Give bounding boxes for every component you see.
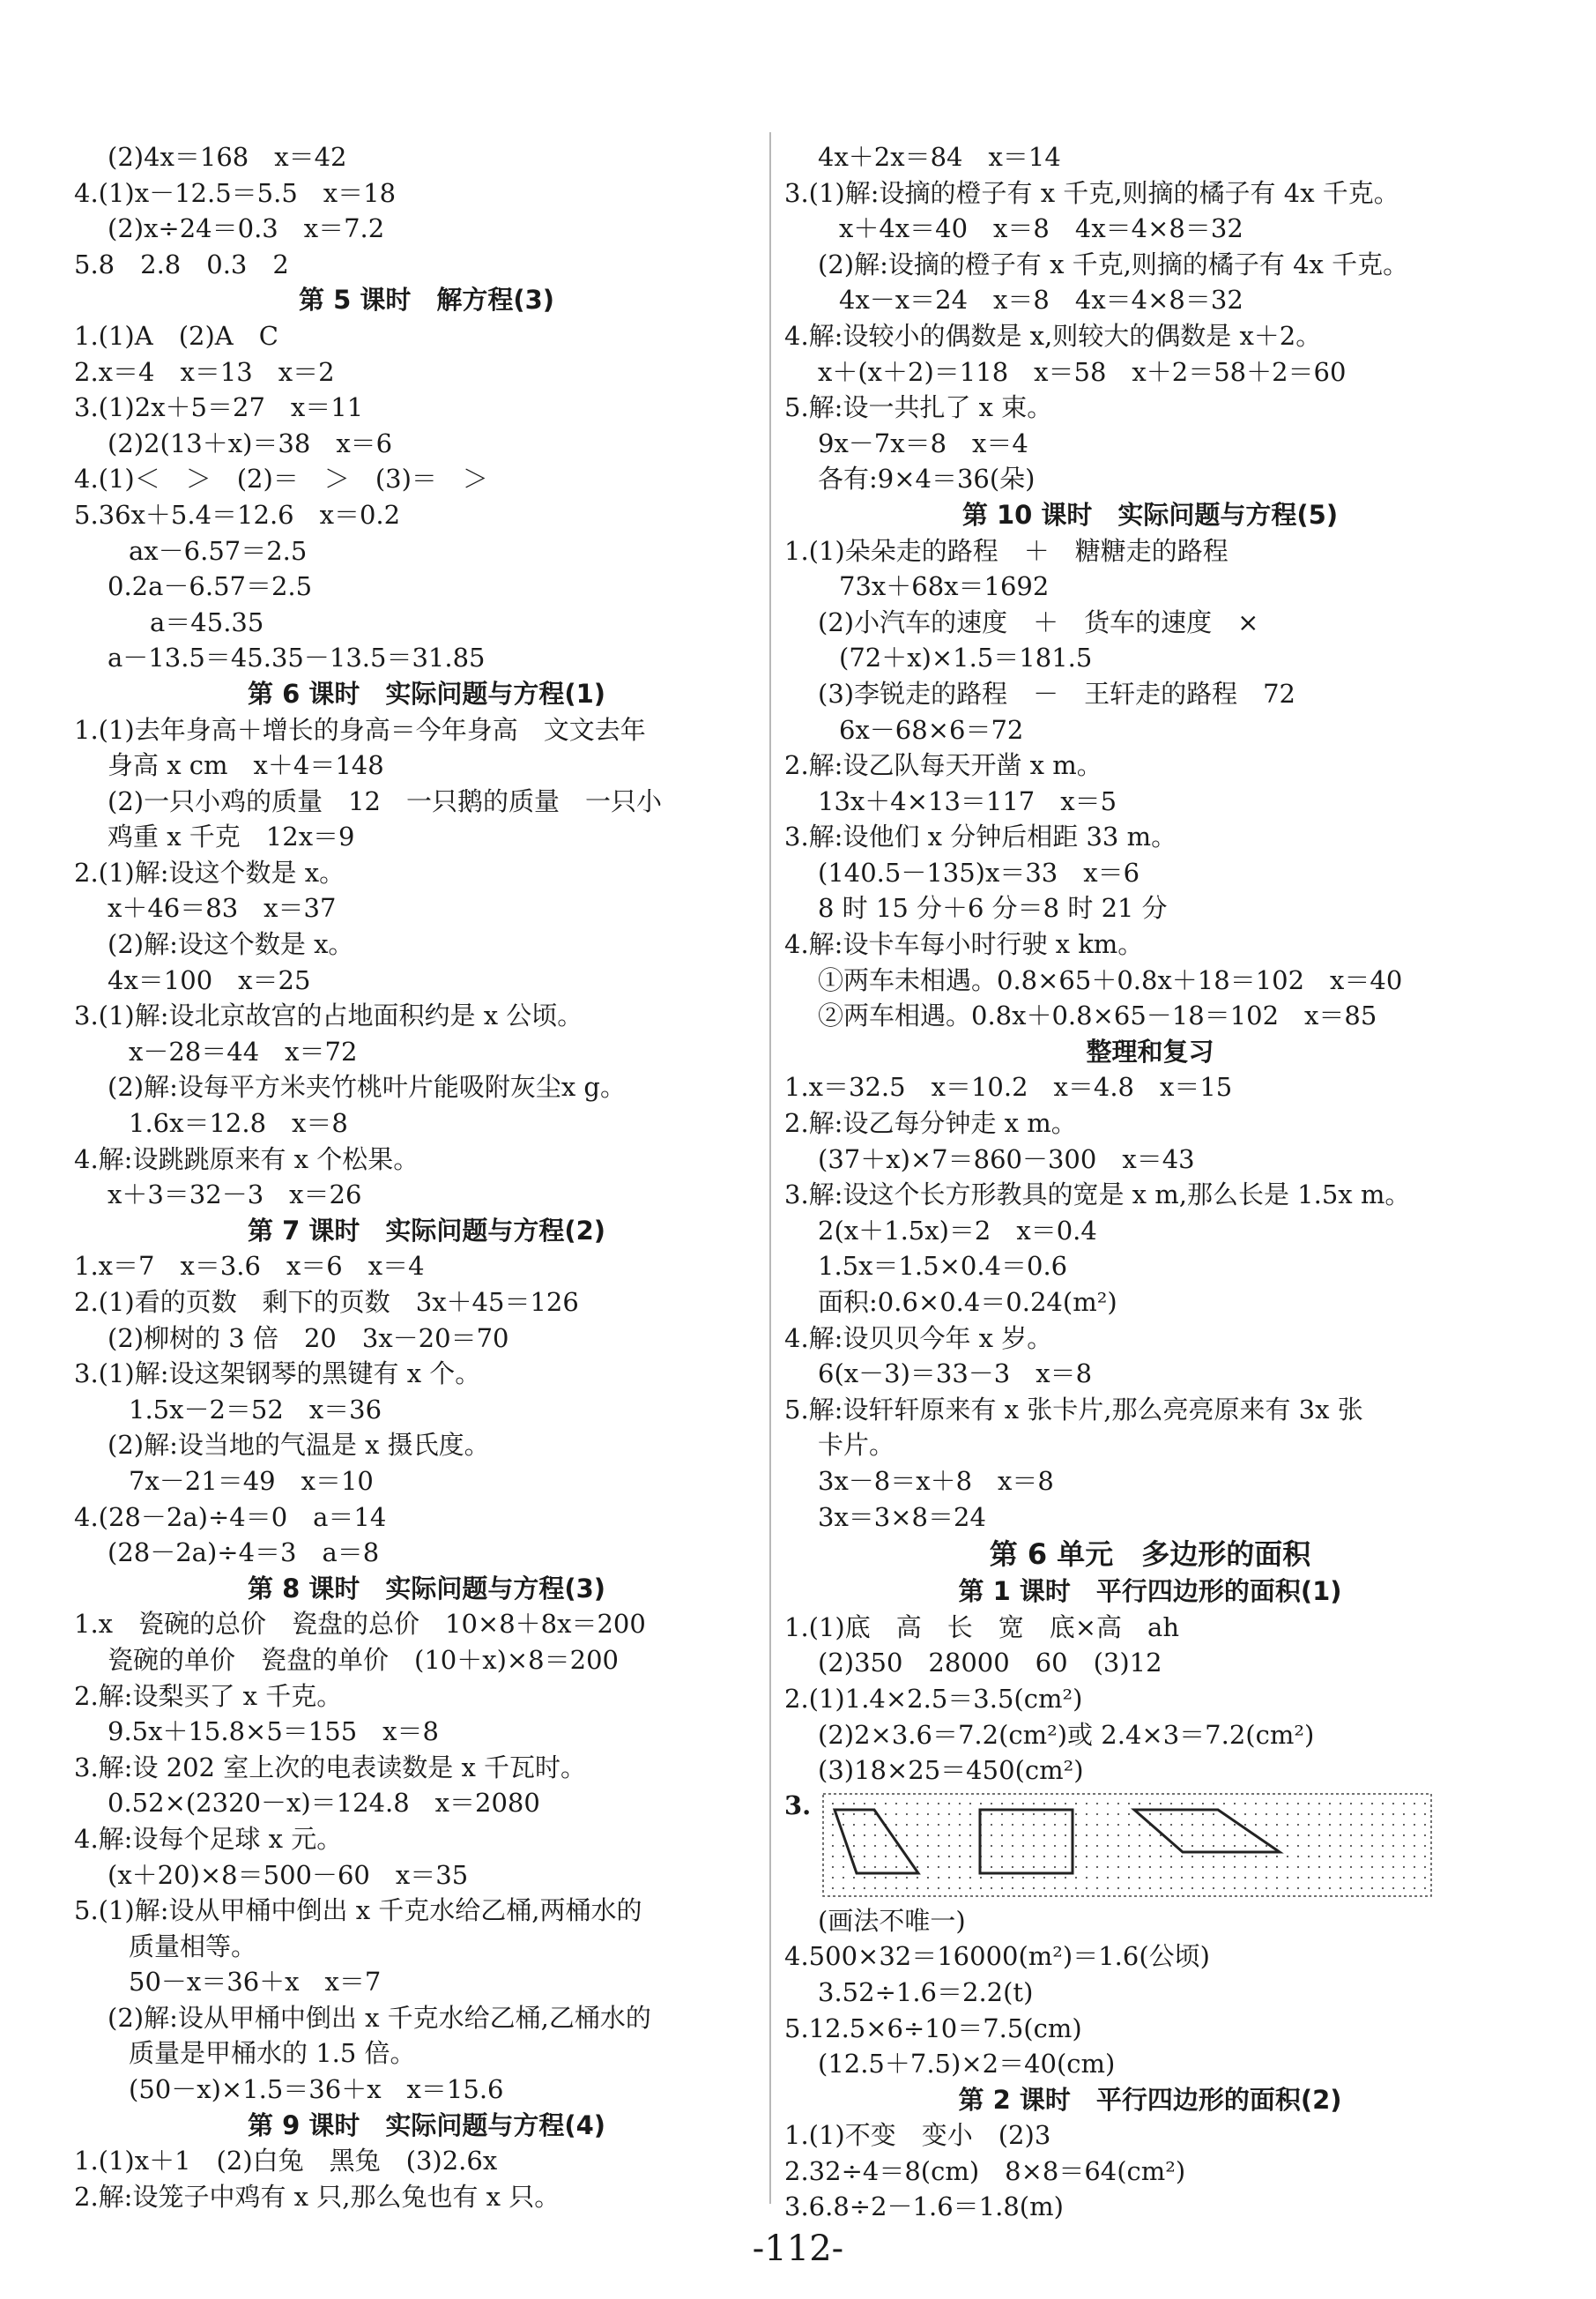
answer-line: 1.(1)底 高 长 宽 底×高 ah bbox=[784, 1611, 1180, 1642]
answer-line: (2)解:设这个数是 x。 bbox=[108, 929, 354, 960]
answer-line: 质量是甲桶水的 1.5 倍。 bbox=[129, 2038, 416, 2069]
answer-line: 9.5x＋15.8×5＝155 x＝8 bbox=[108, 1716, 439, 1747]
answer-line: 0.52×(2320－x)＝124.8 x＝2080 bbox=[108, 1788, 540, 1819]
answer-line: (3)李锐走的路程 － 王轩走的路程 72 bbox=[818, 678, 1295, 709]
answer-line: 13x＋4×13＝117 x＝5 bbox=[818, 785, 1117, 816]
answer-line: 2(x＋1.5x)＝2 x＝0.4 bbox=[818, 1215, 1097, 1246]
answer-line: 5.8 2.8 0.3 2 bbox=[74, 249, 289, 279]
answer-line: 2.解:设笼子中鸡有 x 只,那么兔也有 x 只。 bbox=[74, 2181, 560, 2212]
answer-line: 2.(1)看的页数 剩下的页数 3x＋45＝126 bbox=[74, 1287, 579, 1317]
answer-line: 4.(1)＜ ＞ (2)＝ ＞ (3)＝ ＞ bbox=[74, 464, 488, 495]
section-heading: 第 10 课时 实际问题与方程(5) bbox=[961, 499, 1339, 530]
answer-line: 4x＋2x＝84 x＝14 bbox=[818, 142, 1061, 172]
answer-line: (2)柳树的 3 倍 20 3x－20＝70 bbox=[108, 1322, 509, 1353]
answer-line: (12.5＋7.5)×2＝40(cm) bbox=[818, 2049, 1116, 2080]
answer-line: (画法不唯一) bbox=[818, 1905, 966, 1936]
answer-line: 1.5x－2＝52 x＝36 bbox=[129, 1394, 382, 1425]
answer-line: (140.5－135)x＝33 x＝6 bbox=[818, 857, 1140, 888]
answer-line: 5.(1)解:设从甲桶中倒出 x 千克水给乙桶,两桶水的 bbox=[74, 1895, 642, 1926]
answer-line: x＋3＝32－3 x＝26 bbox=[108, 1179, 362, 1210]
answer-line: 0.2a－6.57＝2.5 bbox=[108, 571, 313, 602]
answer-line: 3.解:设 202 室上次的电表读数是 x 千瓦时。 bbox=[74, 1752, 587, 1782]
dotted-grid bbox=[823, 1794, 1431, 1896]
answer-line: 5.解:设轩轩原来有 x 张卡片,那么亮亮原来有 3x 张 bbox=[784, 1394, 1363, 1425]
answer-line: 5.36x＋5.4＝12.6 x＝0.2 bbox=[74, 499, 401, 530]
answer-line: (2)解:设从甲桶中倒出 x 千克水给乙桶,乙桶水的 bbox=[108, 2002, 651, 2033]
answer-line: x＋46＝83 x＝37 bbox=[108, 893, 337, 924]
answer-line: (50－x)×1.5＝36＋x x＝15.6 bbox=[129, 2074, 504, 2105]
answer-line: 2.(1)解:设这个数是 x。 bbox=[74, 857, 345, 888]
answer-line: 6(x－3)＝33－3 x＝8 bbox=[818, 1358, 1093, 1389]
answer-line: 1.x＝7 x＝3.6 x＝6 x＝4 bbox=[74, 1251, 425, 1282]
answer-line: 卡片。 bbox=[818, 1430, 895, 1461]
answer-line: 5.12.5×6÷10＝7.5(cm) bbox=[784, 2013, 1082, 2043]
answer-line: 1.(1)x＋1 (2)白兔 黑兔 (3)2.6x bbox=[74, 2146, 498, 2176]
answer-line: 5.解:设一共扎了 x 束。 bbox=[784, 392, 1053, 423]
answer-line: 7x－21＝49 x＝10 bbox=[129, 1465, 374, 1496]
answer-line: (72＋x)×1.5＝181.5 bbox=[839, 643, 1093, 673]
answer-line: 4.解:设贝贝今年 x 岁。 bbox=[784, 1322, 1053, 1353]
section-heading: 第 8 课时 实际问题与方程(3) bbox=[247, 1573, 606, 1603]
answer-line: 1.(1)不变 变小 (2)3 bbox=[784, 2120, 1051, 2151]
right-column-section-b bbox=[784, 1574, 1516, 1789]
page-number: -112- bbox=[752, 2228, 844, 2269]
right-column-section-a bbox=[784, 139, 1516, 1535]
section-heading: 第 7 课时 实际问题与方程(2) bbox=[247, 1215, 606, 1246]
answer-line: 3x＝3×8＝24 bbox=[818, 1501, 986, 1532]
answer-line: 73x＋68x＝1692 bbox=[839, 571, 1050, 602]
answer-line: 1.(1)A (2)A C bbox=[74, 320, 278, 351]
answer-line: (2)4x＝168 x＝42 bbox=[108, 142, 347, 172]
section-heading: 第 6 课时 实际问题与方程(1) bbox=[247, 678, 606, 709]
answer-line: ax－6.57＝2.5 bbox=[129, 535, 308, 566]
answer-line: 3.(1)解:设这架钢琴的黑键有 x 个。 bbox=[74, 1358, 481, 1389]
answer-line: (2)350 28000 60 (3)12 bbox=[818, 1648, 1162, 1678]
answer-line: x＋4x＝40 x＝8 4x＝4×8＝32 bbox=[839, 213, 1243, 244]
answer-line: 3.(1)解:设摘的橙子有 x 千克,则摘的橘子有 4x 千克。 bbox=[784, 177, 1399, 208]
answer-line: 鸡重 x 千克 12x＝9 bbox=[108, 822, 355, 852]
answer-line: 4.(28－2a)÷4＝0 a＝14 bbox=[74, 1501, 387, 1532]
section-heading: 第 2 课时 平行四边形的面积(2) bbox=[958, 2084, 1342, 2115]
answer-line: (2)解:设摘的橙子有 x 千克,则摘的橘子有 4x 千克。 bbox=[818, 249, 1409, 279]
parallelogram-grid-figure bbox=[821, 1792, 1438, 1900]
answer-line: (2)一只小鸡的质量 12 一只鹅的质量 一只小 bbox=[108, 785, 662, 816]
answer-line: 4.(1)x－12.5＝5.5 x＝18 bbox=[74, 177, 397, 208]
answer-line: ①两车未相遇。0.8×65＋0.8x＋18＝102 x＝40 bbox=[818, 964, 1403, 995]
answer-line: a＝45.35 bbox=[150, 606, 264, 637]
answer-line: 3.解:设他们 x 分钟后相距 33 m。 bbox=[784, 822, 1177, 852]
answer-line: 4.解:设每个足球 x 元。 bbox=[74, 1823, 343, 1854]
section-heading: 第 9 课时 实际问题与方程(4) bbox=[247, 2109, 606, 2140]
answer-line: (x＋20)×8＝500－60 x＝35 bbox=[108, 1859, 469, 1890]
answer-line: 4.解:设较小的偶数是 x,则较大的偶数是 x＋2。 bbox=[784, 320, 1322, 351]
answer-line: 4.500×32＝16000(m²)＝1.6(公顷) bbox=[784, 1941, 1210, 1972]
answer-line: 1.x 瓷碗的总价 瓷盘的总价 10×8＋8x＝200 bbox=[74, 1609, 646, 1640]
answer-line: 3.52÷1.6＝2.2(t) bbox=[818, 1976, 1034, 2007]
answer-line: 2.解:设乙每分钟走 x m。 bbox=[784, 1108, 1077, 1139]
answer-line: 1.6x＝12.8 x＝8 bbox=[129, 1108, 348, 1139]
answer-line: 3.(1)2x＋5＝27 x＝11 bbox=[74, 392, 364, 423]
answer-line: 2.x＝4 x＝13 x＝2 bbox=[74, 356, 335, 387]
answer-line: (2)2×3.6＝7.2(cm²)或 2.4×3＝7.2(cm²) bbox=[818, 1719, 1315, 1750]
answer-line: 3.解:设这个长方形教具的宽是 x m,那么长是 1.5x m。 bbox=[784, 1179, 1411, 1210]
answer-line: 瓷碗的单价 瓷盘的单价 (10＋x)×8＝200 bbox=[108, 1644, 619, 1675]
answer-line: 8 时 15 分＋6 分＝8 时 21 分 bbox=[818, 893, 1168, 924]
answer-line: a－13.5＝45.35－13.5＝31.85 bbox=[108, 643, 486, 673]
answer-line: 3x－8＝x＋8 x＝8 bbox=[818, 1465, 1054, 1496]
answer-line: (28－2a)÷4＝3 a＝8 bbox=[108, 1537, 380, 1568]
section-heading: 整理和复习 bbox=[1086, 1036, 1214, 1067]
answer-line: 身高 x cm x＋4＝148 bbox=[108, 750, 384, 781]
answer-line: 1.5x＝1.5×0.4＝0.6 bbox=[818, 1251, 1068, 1282]
answer-line: (2)解:设每平方米夹竹桃叶片能吸附灰尘x g。 bbox=[108, 1072, 626, 1103]
answer-line: x－28＝44 x＝72 bbox=[129, 1036, 358, 1067]
answer-line: (2)2(13＋x)＝38 x＝6 bbox=[108, 428, 393, 458]
answer-line: (37＋x)×7＝860－300 x＝43 bbox=[818, 1143, 1195, 1174]
unit-title: 第 6 单元 多边形的面积 bbox=[989, 1537, 1311, 1572]
answer-line: 质量相等。 bbox=[129, 1931, 257, 1961]
answer-line: 4.解:设跳跳原来有 x 个松果。 bbox=[74, 1143, 419, 1174]
answer-line: (2)小汽车的速度 ＋ 货车的速度 × bbox=[818, 606, 1259, 637]
answer-line: 4x－x＝24 x＝8 4x＝4×8＝32 bbox=[839, 285, 1243, 316]
answer-line: 50－x＝36＋x x＝7 bbox=[129, 1967, 382, 1998]
answer-line: (2)解:设当地的气温是 x 摄氏度。 bbox=[108, 1430, 490, 1461]
answer-line: 9x－7x＝8 x＝4 bbox=[818, 428, 1028, 458]
grid-question-number: 3. bbox=[784, 1789, 812, 1820]
left-column bbox=[74, 139, 779, 2214]
answer-line: ②两车相遇。0.8x＋0.8×65－18＝102 x＝85 bbox=[818, 1001, 1377, 1031]
answer-line: 1.x＝32.5 x＝10.2 x＝4.8 x＝15 bbox=[784, 1072, 1233, 1103]
answer-line: 2.32÷4＝8(cm) 8×8＝64(cm²) bbox=[784, 2155, 1186, 2186]
right-column bbox=[784, 139, 1516, 2225]
answer-line: 6x－68×6＝72 bbox=[839, 714, 1024, 745]
answer-line: 1.(1)去年身高＋增长的身高＝今年身高 文文去年 bbox=[74, 714, 646, 745]
answer-line: 3.(1)解:设北京故宫的占地面积约是 x 公顷。 bbox=[74, 1001, 583, 1031]
answer-line: 1.(1)朵朵走的路程 ＋ 糖糖走的路程 bbox=[784, 535, 1229, 566]
answer-line: 各有:9×4＝36(朵) bbox=[818, 464, 1036, 495]
section-heading: 第 5 课时 解方程(3) bbox=[298, 285, 555, 316]
answer-line: 面积:0.6×0.4＝0.24(m²) bbox=[818, 1287, 1117, 1317]
answer-line: (3)18×25＝450(cm²) bbox=[818, 1755, 1084, 1786]
answer-line: (2)x÷24＝0.3 x＝7.2 bbox=[108, 213, 385, 244]
answer-line: x＋(x＋2)＝118 x＝58 x＋2＝58＋2＝60 bbox=[818, 356, 1347, 387]
right-column-section-c bbox=[784, 1903, 1516, 2225]
answer-line: 3.6.8÷2－1.6＝1.8(m) bbox=[784, 2191, 1064, 2222]
answer-line: 4.解:设卡车每小时行驶 x km。 bbox=[784, 929, 1144, 960]
answer-line: 2.解:设梨买了 x 千克。 bbox=[74, 1680, 343, 1711]
answer-line: 2.(1)1.4×2.5＝3.5(cm²) bbox=[784, 1683, 1083, 1714]
section-heading: 第 1 课时 平行四边形的面积(1) bbox=[958, 1576, 1342, 1607]
answer-line: 4x＝100 x＝25 bbox=[108, 964, 311, 995]
grid-figure-row bbox=[784, 1789, 1516, 1903]
answer-line: 2.解:设乙队每天开凿 x m。 bbox=[784, 750, 1102, 781]
